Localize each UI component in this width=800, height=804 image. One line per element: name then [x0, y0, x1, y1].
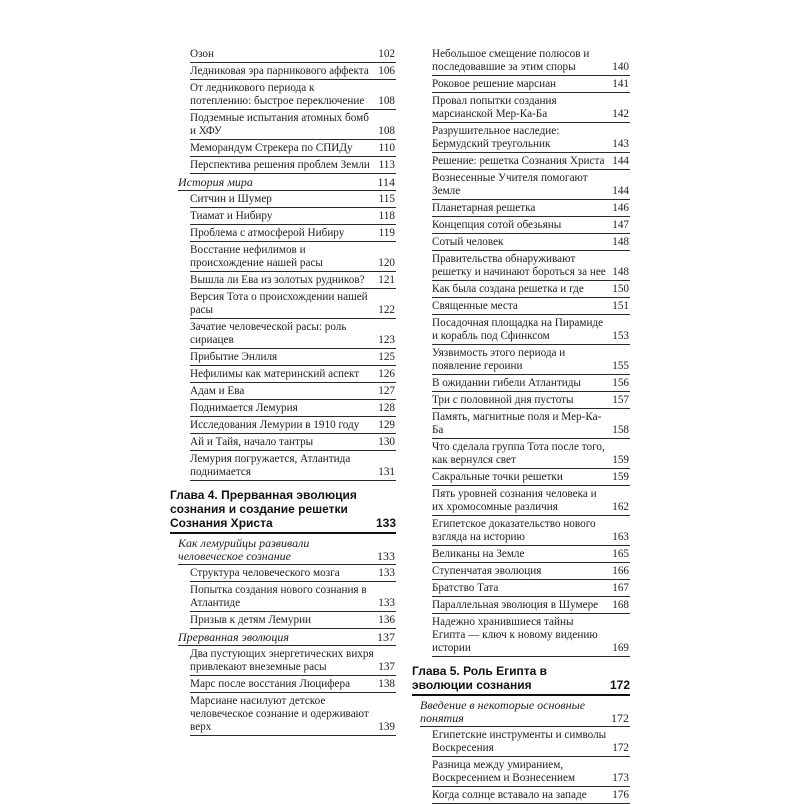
entry-title: Великаны на Земле: [432, 548, 525, 560]
page-number: 159: [612, 471, 629, 483]
toc-entry: [432, 46, 630, 76]
page-number: 139: [378, 721, 395, 733]
entry-title: Прибытие Энлиля: [190, 351, 278, 363]
page-number: 118: [378, 210, 395, 222]
page-number: 140: [612, 61, 629, 73]
page-number: 144: [612, 185, 629, 197]
toc-entry: [432, 345, 630, 375]
section-heading: [178, 174, 396, 191]
page-number: 108: [378, 125, 395, 137]
page-number: 133: [375, 516, 396, 530]
toc-entry: [432, 298, 630, 315]
page-number: 156: [612, 377, 629, 389]
page-number: 110: [378, 142, 395, 154]
toc-entry: [190, 434, 396, 451]
page-number: 128: [378, 402, 395, 414]
page-number: 147: [612, 219, 629, 231]
page-number: 143: [612, 138, 629, 150]
entry-title: Три с половиной дня пустоты: [432, 394, 574, 406]
entry-title: Тиамат и Нибиру: [190, 210, 273, 222]
page-number: 136: [378, 614, 395, 626]
entry-title: Что сделала группа Тота после того, как вернулся свет: [432, 441, 605, 466]
toc-entry: [432, 234, 630, 251]
page-number: 119: [378, 227, 395, 239]
entry-title: Глава 4. Прерванная эволюция сознания и создание решетки Сознания Христа: [170, 488, 357, 530]
toc-entry: [432, 409, 630, 439]
entry-title: Лемурия погружается, Атлантида поднимается: [190, 453, 351, 478]
entry-title: Нефилимы как материнский аспект: [190, 368, 360, 380]
page-number: 163: [612, 531, 629, 543]
toc-entry: [432, 315, 630, 345]
entry-title: Вознесенные Учителя помогают Земле: [432, 172, 588, 197]
page-number: 106: [378, 65, 395, 77]
entry-title: Введение в некоторые основные понятия: [420, 698, 586, 725]
entry-title: Как лемурийцы развивали человеческое сознание: [178, 536, 310, 563]
toc-entry: [432, 76, 630, 93]
entry-title: От ледникового периода к потеплению: быстрое переключение: [190, 82, 365, 107]
page-number: 137: [378, 661, 395, 673]
toc-entry: [190, 383, 396, 400]
entry-title: Разница между умиранием, Воскресением и Вознесением: [432, 759, 576, 784]
entry-title: Марс после восстания Люцифера: [190, 678, 351, 690]
entry-title: История мира: [178, 175, 253, 189]
page-number: 169: [612, 642, 629, 654]
entry-title: Египетские инструменты и символы Воскресения: [432, 729, 607, 754]
page-number: 172: [611, 711, 629, 725]
toc-entry: [190, 366, 396, 383]
page-number: 157: [612, 394, 629, 406]
entry-title: Решение: решетка Сознания Христа: [432, 155, 605, 167]
page-number: 125: [378, 351, 395, 363]
toc-entry: [190, 272, 396, 289]
toc-entry: [432, 546, 630, 563]
toc-entry: [190, 208, 396, 225]
toc-entry: [190, 289, 396, 319]
entry-title: Сотый человек: [432, 236, 504, 248]
entry-title: Провал попытки создания марсианской Мер-Ка-Ба: [432, 95, 557, 120]
page-number: 121: [378, 274, 395, 286]
toc-entry: [432, 486, 630, 516]
entry-title: Небольшое смещение полюсов и последовавшие за этим споры: [432, 48, 590, 73]
entry-title: Роковое решение марсиан: [432, 78, 557, 90]
page-number: 102: [378, 48, 395, 60]
entry-title: Восстание нефилимов и происхождение нашей расы: [190, 244, 323, 269]
page-number: 155: [612, 360, 629, 372]
page-number: 159: [612, 454, 629, 466]
entry-title: Надежно хранившиеся тайны Египта — ключ к новому видению истории: [432, 616, 598, 654]
entry-title: Братство Тата: [432, 582, 499, 594]
page-number: 130: [378, 436, 395, 448]
toc-entry: [432, 200, 630, 217]
entry-title: Марсиане насилуют детское человеческое сознание и одерживают верх: [190, 695, 369, 733]
page-number: 173: [612, 772, 629, 784]
page-number: 166: [612, 565, 629, 577]
section-heading: [178, 535, 396, 565]
toc-entry: [432, 597, 630, 614]
toc-entry: [190, 191, 396, 208]
entry-title: Два пустующих энергетических вихря привлекают внеземные расы: [190, 648, 374, 673]
entry-title: В ожидании гибели Атлантиды: [432, 377, 581, 389]
page-number: 137: [377, 630, 395, 644]
toc-entry: [432, 217, 630, 234]
toc-entry: [432, 516, 630, 546]
page-number: 115: [378, 193, 395, 205]
toc-entry: [432, 439, 630, 469]
chapter-heading: [170, 484, 396, 534]
page-number: 153: [612, 330, 629, 342]
page-number: 176: [612, 789, 629, 801]
section-heading: [420, 697, 630, 727]
page-number: 141: [612, 78, 629, 90]
toc-entry: [190, 582, 396, 612]
toc-entry: [432, 123, 630, 153]
toc-left-column: [170, 46, 396, 736]
entry-title: Исследования Лемурии в 1910 году: [190, 419, 360, 431]
toc-entry: [432, 375, 630, 392]
toc-entry: [190, 693, 396, 736]
entry-title: Версия Тота о происхождении нашей расы: [190, 291, 368, 316]
toc-entry: [190, 140, 396, 157]
entry-title: Как была создана решетка и где: [432, 283, 584, 295]
entry-title: Правительства обнаруживают решетку и начинают бороться за нее: [432, 253, 606, 278]
entry-title: Уязвимость этого периода и появление героини: [432, 347, 566, 372]
toc-entry: [432, 469, 630, 486]
entry-title: Ай и Тайя, начало тантры: [190, 436, 314, 448]
toc-entry: [190, 349, 396, 366]
toc-entry: [190, 225, 396, 242]
toc-entry: [190, 451, 396, 481]
toc-entry: [432, 787, 630, 804]
entry-title: Разрушительное наследие: Бермудский треугольник: [432, 125, 560, 150]
toc-entry: [190, 242, 396, 272]
entry-title: Призыв к детям Лемурии: [190, 614, 312, 626]
page-number: 167: [612, 582, 629, 594]
entry-title: Меморандум Стрекера по СПИДу: [190, 142, 353, 154]
toc-entry: [432, 251, 630, 281]
entry-title: Прерванная эволюция: [178, 630, 289, 644]
entry-title: Планетарная решетка: [432, 202, 536, 214]
toc-entry: [190, 565, 396, 582]
page-number: 162: [612, 501, 629, 513]
entry-title: Ледниковая эра парникового аффекта: [190, 65, 369, 77]
page-number: 172: [612, 742, 629, 754]
page-number: 172: [609, 678, 630, 692]
toc-entry: [190, 612, 396, 629]
section-heading: [178, 629, 396, 646]
toc-entry: [432, 392, 630, 409]
page-number: 133: [378, 597, 395, 609]
toc-entry: [190, 110, 396, 140]
toc-entry: [432, 580, 630, 597]
page-number: 144: [612, 155, 629, 167]
toc-entry: [432, 93, 630, 123]
toc-entry: [432, 281, 630, 298]
page-number: 133: [377, 549, 395, 563]
page-number: 148: [612, 266, 629, 278]
entry-title: Озон: [190, 48, 215, 60]
page-number: 123: [378, 334, 395, 346]
entry-title: Ситчин и Шумер: [190, 193, 272, 205]
page-number: 114: [377, 175, 395, 189]
page-number: 168: [612, 599, 629, 611]
entry-title: Пять уровней сознания человека и их хромосомные различия: [432, 488, 597, 513]
toc-entry: [190, 400, 396, 417]
entry-title: Египетское доказательство нового взгляда на историю: [432, 518, 596, 543]
toc-entry: [432, 563, 630, 580]
entry-title: Священные места: [432, 300, 518, 312]
page-number: 165: [612, 548, 629, 560]
page-number: 129: [378, 419, 395, 431]
entry-title: Посадочная площадка на Пирамиде и корабль под Сфинксом: [432, 317, 604, 342]
entry-title: Когда солнце вставало на западе: [432, 789, 587, 801]
toc-entry: [190, 646, 396, 676]
page-number: 108: [378, 95, 395, 107]
toc-entry: [432, 757, 630, 787]
entry-title: Память, магнитные поля и Мер-Ка-Ба: [432, 411, 602, 436]
entry-title: Концепция сотой обезьяны: [432, 219, 562, 231]
toc-entry: [190, 80, 396, 110]
toc-entry: [432, 153, 630, 170]
page-number: 158: [612, 424, 629, 436]
entry-title: Перспектива решения проблем Земли: [190, 159, 370, 171]
toc-entry: [432, 614, 630, 657]
toc-entry: [432, 170, 630, 200]
entry-title: Проблема с атмосферой Нибиру: [190, 227, 345, 239]
page-number: 138: [378, 678, 395, 690]
toc-right-column: [412, 46, 630, 804]
page-number: 127: [378, 385, 395, 397]
page-number: 142: [612, 108, 629, 120]
page-number: 126: [378, 368, 395, 380]
toc-entry: [190, 319, 396, 349]
entry-title: Параллельная эволюция в Шумере: [432, 599, 599, 611]
entry-title: Поднимается Лемурия: [190, 402, 298, 414]
page-number: 146: [612, 202, 629, 214]
page-number: 150: [612, 283, 629, 295]
chapter-heading: [412, 660, 630, 696]
entry-title: Вышла ли Ева из золотых рудников?: [190, 274, 365, 286]
page-number: 113: [378, 159, 395, 171]
toc-entry: [190, 157, 396, 174]
page-number: 133: [378, 567, 395, 579]
page-number: 120: [378, 257, 395, 269]
entry-title: Ступенчатая эволюция: [432, 565, 542, 577]
toc-entry: [190, 46, 396, 63]
toc-entry: [190, 417, 396, 434]
page-number: 122: [378, 304, 395, 316]
page-number: 151: [612, 300, 629, 312]
entry-title: Попытка создания нового сознания в Атлантиде: [190, 584, 367, 609]
toc-entry: [432, 727, 630, 757]
entry-title: Структура человеческого мозга: [190, 567, 340, 579]
toc-entry: [190, 63, 396, 80]
page-number: 131: [378, 466, 395, 478]
entry-title: Подземные испытания атомных бомб и ХФУ: [190, 112, 369, 137]
toc-entry: [190, 676, 396, 693]
entry-title: Глава 5. Роль Египта в эволюции сознания: [412, 664, 548, 692]
entry-title: Сакральные точки решетки: [432, 471, 563, 483]
page-number: 148: [612, 236, 629, 248]
entry-title: Адам и Ева: [190, 385, 245, 397]
entry-title: Зачатие человеческой расы: роль сириацев: [190, 321, 347, 346]
